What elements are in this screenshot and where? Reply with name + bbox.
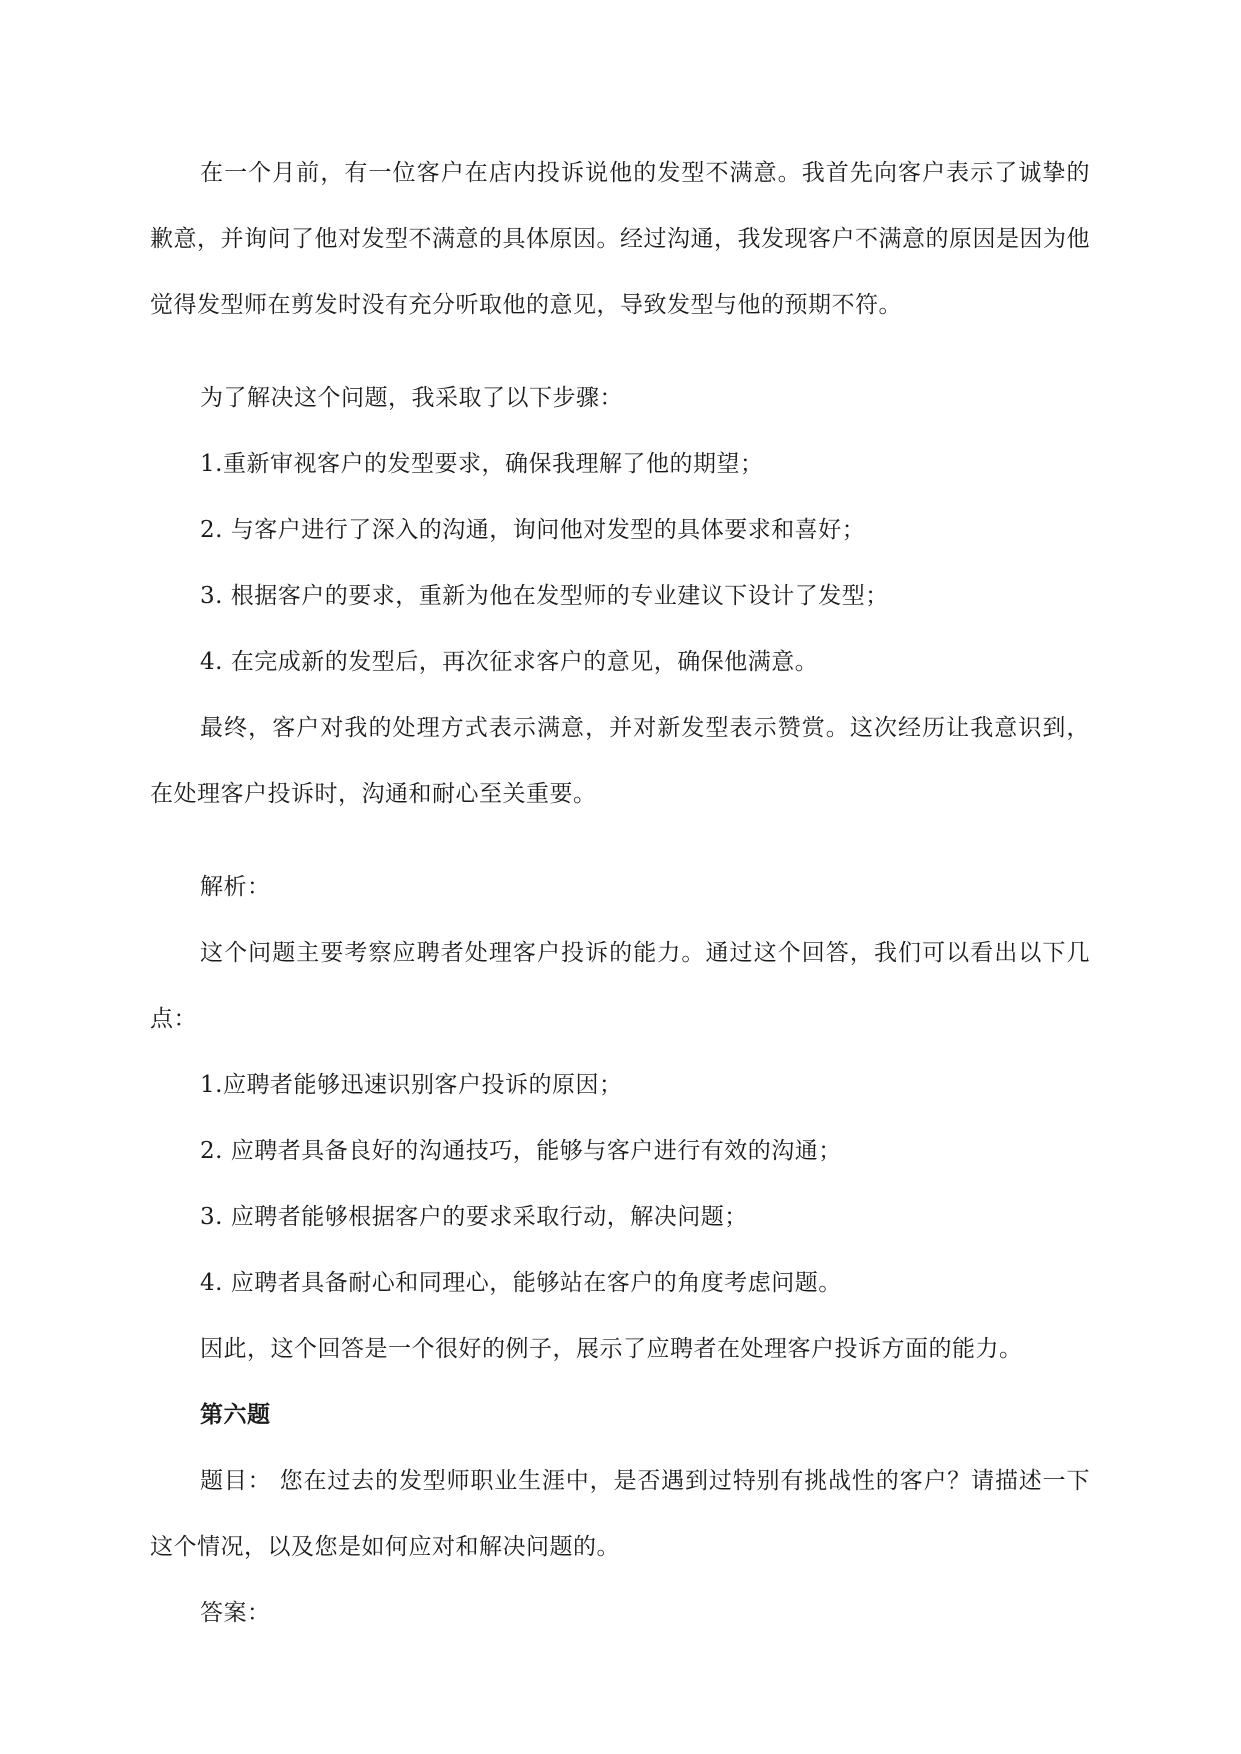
document-page — [150, 140, 1090, 1646]
paragraph-outcome: 最终，客户对我的处理方式表示满意，并对新发型表示赞赏。这次经历让我意识到，在处理客户投诉时，沟通和耐心至关重要。 — [150, 715, 1090, 807]
paragraph-complaint-story: 在一个月前，有一位客户在店内投诉说他的发型不满意。我首先向客户表示了诚挚的歉意，并询问了他对发型不满意的具体原因。经过沟通，我发现客户不满意的原因是因为他觉得发型师在剪发时没有充分听取他的意见，导致发型与他的预期不符。 — [150, 160, 1090, 318]
analysis-point-3: 3. 应聘者能够根据客户的要求采取行动，解决问题； — [200, 1204, 748, 1230]
step-item-1: 1.重新审视客户的发型要求，确保我理解了他的期望； — [200, 451, 764, 477]
paragraph-steps-intro: 为了解决这个问题，我采取了以下步骤： — [200, 385, 623, 411]
paragraph-conclusion: 因此，这个回答是一个很好的例子，展示了应聘者在处理客户投诉方面的能力。 — [200, 1336, 1023, 1362]
paragraph-question-6: 题目： 您在过去的发型师职业生涯中，是否遇到过特别有挑战性的客户？请描述一下这个情况，以及您是如何应对和解决问题的。 — [150, 1468, 1090, 1560]
section-heading-question-6: 第六题 — [200, 1401, 271, 1428]
analysis-point-1: 1.应聘者能够迅速识别客户投诉的原因； — [200, 1072, 623, 1098]
step-item-4: 4. 在完成新的发型后，再次征求客户的意见，确保他满意。 — [200, 649, 819, 675]
step-item-2: 2. 与客户进行了深入的沟通，询问他对发型的具体要求和喜好； — [200, 517, 866, 543]
paragraph-analysis-intro: 这个问题主要考察应聘者处理客户投诉的能力。通过这个回答，我们可以看出以下几点： — [150, 940, 1090, 1032]
answer-label: 答案： — [200, 1600, 271, 1626]
analysis-point-4: 4. 应聘者具备耐心和同理心，能够站在客户的角度考虑问题。 — [200, 1270, 842, 1296]
analysis-label: 解析： — [200, 874, 271, 900]
step-item-3: 3. 根据客户的要求，重新为他在发型师的专业建议下设计了发型； — [200, 583, 889, 609]
analysis-point-2: 2. 应聘者具备良好的沟通技巧，能够与客户进行有效的沟通； — [200, 1138, 842, 1164]
